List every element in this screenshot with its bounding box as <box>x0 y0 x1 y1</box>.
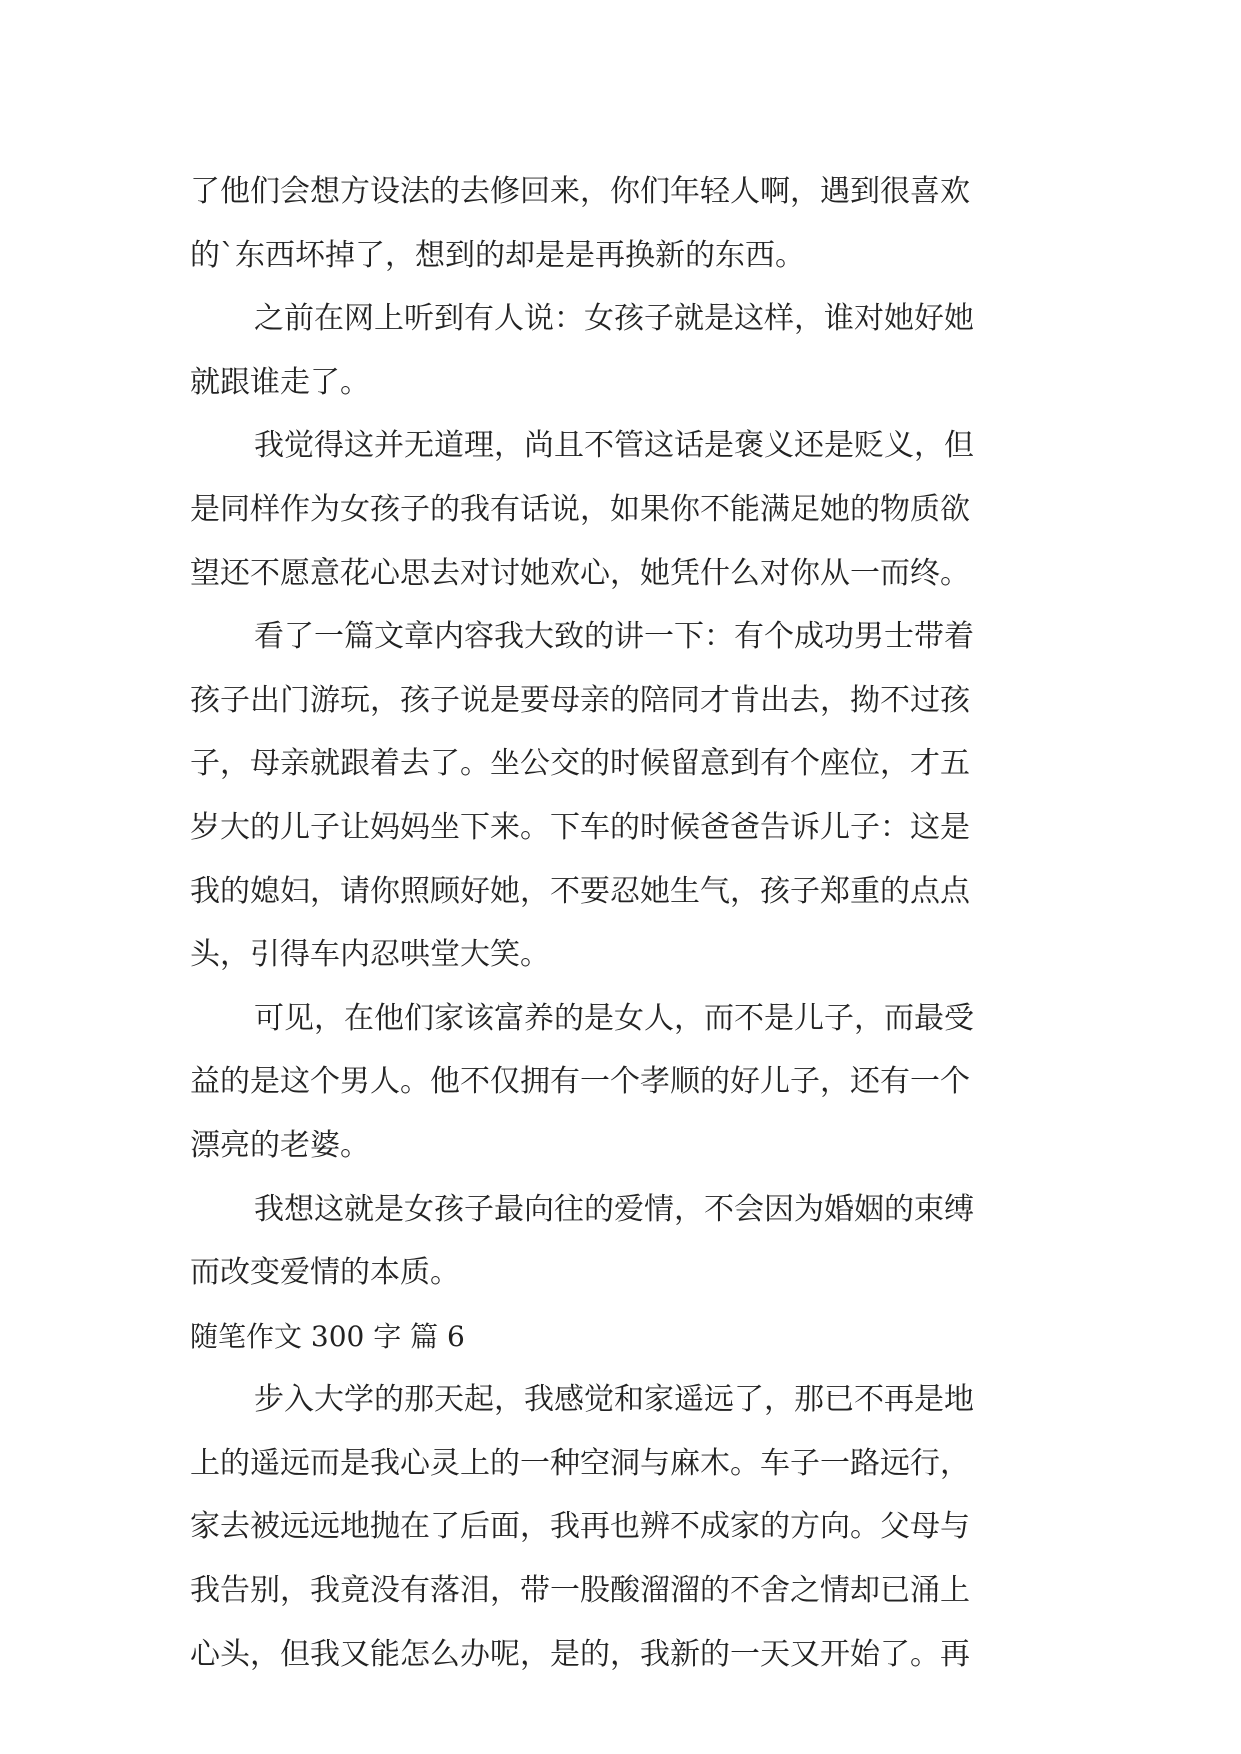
section-heading <box>190 1305 1070 1369</box>
text-line <box>190 796 1070 860</box>
text-line <box>190 669 1070 733</box>
text-line <box>190 1368 1070 1432</box>
text-line-content: 可见，在他们家该富养的是女人，而不是儿子，而最受 <box>254 1000 974 1036</box>
text-line <box>190 1432 1070 1496</box>
text-line-content: 了他们会想方设法的去修回来，你们年轻人啊，遇到很喜欢 <box>190 174 970 209</box>
text-line-content: 子，母亲就跟着去了。坐公交的时候留意到有个座位，才五 <box>190 746 970 782</box>
text-line-content: 头，引得车内忍哄堂大笑。 <box>190 937 550 973</box>
text-line <box>190 414 1070 478</box>
text-line-content: 上的遥远而是我心灵上的一种空洞与麻木。车子一路远行， <box>190 1445 970 1481</box>
text-line <box>190 351 1070 415</box>
text-line-content: 步入大学的那天起，我感觉和家遥远了，那已不再是地 <box>254 1382 974 1418</box>
text-line-content: 漂亮的老婆。 <box>190 1127 370 1163</box>
section-heading-text: 随笔作文 300 字 篇 6 <box>190 1319 465 1353</box>
text-line-content: 我告别，我竟没有落泪，带一股酸溜溜的不舍之情却已涌上 <box>190 1573 970 1609</box>
text-line-content: 心头，但我又能怎么办呢，是的，我新的一天又开始了。再 <box>190 1636 970 1672</box>
text-line <box>190 1050 1070 1114</box>
text-line <box>190 1241 1070 1305</box>
text-line <box>190 224 1070 288</box>
text-line <box>190 160 1070 224</box>
text-line <box>190 732 1070 796</box>
text-line-content: 孩子出门游玩，孩子说是要母亲的陪同才肯出去，拗不过孩 <box>190 682 970 718</box>
text-line-content: 而改变爱情的本质。 <box>190 1255 460 1291</box>
document-body <box>190 160 1070 1686</box>
text-line <box>190 1114 1070 1178</box>
text-line <box>190 923 1070 987</box>
text-line-content: 看了一篇文章内容我大致的讲一下：有个成功男士带着 <box>254 619 974 655</box>
text-line <box>190 1559 1070 1623</box>
text-line <box>190 542 1070 606</box>
text-line <box>190 478 1070 542</box>
text-line-content: 望还不愿意花心思去对讨她欢心，她凭什么对你从一而终。 <box>190 555 970 591</box>
text-line <box>190 1495 1070 1559</box>
text-line-content: 岁大的儿子让妈妈坐下来。下车的时候爸爸告诉儿子：这是 <box>190 809 970 845</box>
text-line <box>190 1623 1070 1687</box>
text-line <box>190 860 1070 924</box>
text-line-content: 之前在网上听到有人说：女孩子就是这样，谁对她好她 <box>254 301 974 337</box>
text-line <box>190 987 1070 1051</box>
text-line-content: 益的是这个男人。他不仅拥有一个孝顺的好儿子，还有一个 <box>190 1064 970 1100</box>
text-line-content: 我的媳妇，请你照顾好她，不要忍她生气，孩子郑重的点点 <box>190 873 970 909</box>
text-line-content: 家去被远远地抛在了后面，我再也辨不成家的方向。父母与 <box>190 1509 970 1545</box>
text-line-content: 就跟谁走了。 <box>190 364 370 400</box>
text-line <box>190 1178 1070 1242</box>
text-line-content: 我觉得这并无道理，尚且不管这话是褒义还是贬义，但 <box>254 428 974 464</box>
text-line <box>190 287 1070 351</box>
text-line <box>190 605 1070 669</box>
text-line-content: 我想这就是女孩子最向往的爱情，不会因为婚姻的束缚 <box>254 1191 974 1227</box>
text-line-content: 的`东西坏掉了，想到的却是是再换新的东西。 <box>190 237 805 273</box>
text-line-content: 是同样作为女孩子的我有话说，如果你不能满足她的物质欲 <box>190 491 970 527</box>
